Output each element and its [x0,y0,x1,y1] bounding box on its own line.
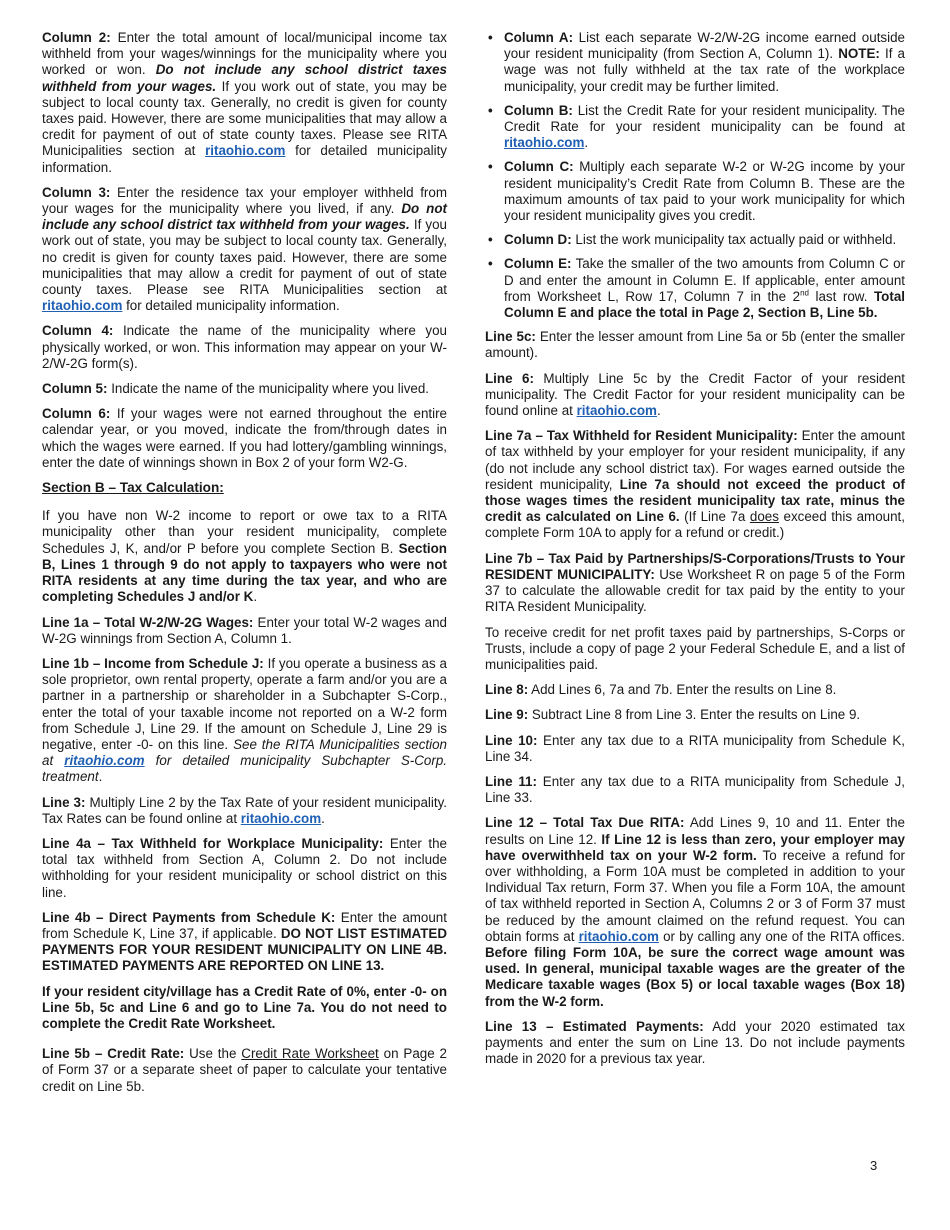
column-5-instructions: Column 5: Indicate the name of the municipality where you lived. [42,381,430,397]
list-item-column-c: • Column C: Multiply each separate W-2 or W-2G income by your resident municipality’s Credit Rate from Column B. These are the maximum amounts of tax paid to your work municipality for which your resident municipality gives you credit. [504,159,905,224]
ritaohio-link[interactable]: ritaohio.com [64,753,145,769]
ritaohio-link[interactable]: ritaohio.com [205,143,286,159]
line-13-instructions: Line 13 – Estimated Payments: Add your 2020 estimated tax payments and enter the sum on Line 13. Do not include payments made in 2020 for a previous tax year. [485,1018,905,1067]
column-2-instructions: Column 2: Enter the total amount of local/municipal income tax withheld from your wages/winnings for the municipality where you worked or won. Do not include any school district taxes withheld from your wages. If you work out of state, you may be subject to local county tax. Generally, no credit is given for county taxes paid. However, there are some municipalities that may allow a credit for payment of out of state county taxes. Please see RITA Municipalities section at ritaohio.com for detailed municipality information. [42,30,447,175]
line-12-instructions: Line 12 – Total Tax Due RITA: Add Lines 9, 10 and 11. Enter the results on Line 12. If Line 12 is less than zero, your employer may have overwithheld tax on your W-2 form. To receive a refund for over withholding, a Form 10A must be completed in addition to your Individual Tax return, Form 37. When you file a Form 10A, the amount of tax withheld reported in Section A, Columns 2 or 3 of Form 37 must be reduced by the amount claimed on the refund request. You can obtain forms at ritaohio.com or by calling any one of the RITA offices. Before filing Form 10A, be sure the correct wage amount was used. In general, municipal taxable wages are the greater of the Medicare taxable wages (Box 5) or local taxable wages (Box 18) from the W-2 form. [485,815,905,1009]
line-10-instructions: Line 10: Enter any tax due to a RITA municipality from Schedule K, Line 34. [485,732,905,764]
list-item-column-b: • Column B: List the Credit Rate for your resident municipality. The Credit Rate for your resident municipality can be found at ritaohio.com. [504,103,905,152]
column-6-instructions: Column 6: If your wages were not earned throughout the entire calendar year, or you moved, indicate the from/through dates in which the wages were earned. If you had lottery/gambling winnings, enter the date of winnings shown in Box 2 of your form W2-G. [42,406,448,470]
line-4a-instructions: Line 4a – Tax Withheld for Workplace Municipality: Enter the total tax withheld from Section A, Column 2. Do not include withholding for your resident municipality or school district on this line. [42,835,447,900]
list-item-column-d: • Column D: List the work municipality tax actually paid or withheld. [504,232,905,248]
list-item-column-a: • Column A: List each separate W-2/W-2G income earned outside your resident municipality (from Section A, Column 1). NOTE: If a wage was not fully withheld at the tax rate of the workplace municipality, your credit may be further limited. [504,30,905,95]
line-9-instructions: Line 9: Subtract Line 8 from Line 3. Enter the results on Line 9. [485,707,861,723]
line-5c-instructions: Line 5c: Enter the lesser amount from Line 5a or 5b (enter the smaller amount). [485,329,905,361]
column-3-instructions: Column 3: Enter the residence tax your employer withheld from your wages for the municipality where you lived, if any. Do not include any school district tax withheld from your wages. If you work out of state, you may be subject to local county tax. Generally, no credit is given for county taxes paid. However, there are some municipalities that may allow a credit for payment of out of state county taxes. Please see RITA Municipalities section at ritaohio.com for detailed municipality information. [42,184,447,314]
line-3-instructions: Line 3: Multiply Line 2 by the Tax Rate of your resident municipality. Tax Rates can be found online at ritaohio.com. [42,794,447,826]
line-1a-instructions: Line 1a – Total W-2/W-2G Wages: Enter your total W-2 wages and W-2G winnings from Section A, Column 1. [42,614,447,646]
left-column [42,30,447,1104]
line-8-instructions: Line 8: Add Lines 6, 7a and 7b. Enter the results on Line 8. [485,682,837,698]
line-1b-instructions: Line 1b – Income from Schedule J: If you operate a business as a sole proprietor, own rental property, operate a farm and/or you are a partner in a partnership or shareholder in a Subchapter S-Corp., enter the total of your taxable income not reported on a W-2 form from Schedule J, Line 29. If the amount on Schedule J, Line 29 is negative, enter -0- on this line. See the RITA Municipalities section at ritaohio.com for detailed municipality Subchapter S-Corp. treatment. [42,655,448,785]
credit-rate-zero-note: If your resident city/village has a Credit Rate of 0%, enter -0- on Line 5b, 5c and Line 6 and go to Line 7a. You do not need to complete the Credit Rate Worksheet. [42,983,447,1031]
ritaohio-link[interactable]: ritaohio.com [576,403,657,419]
line-4b-instructions: Line 4b – Direct Payments from Schedule K: Enter the amount from Schedule K, Line 37, if applicable. DO NOT LIST ESTIMATED PAYMENTS FOR YOUR RESIDENT MUNICIPALITY ON LINE 4B. ESTIMATED PAYMENTS ARE REPORTED ON LINE 13. [42,909,447,974]
line-11-instructions: Line 11: Enter any tax due to a RITA municipality from Schedule J, Line 33. [485,773,905,806]
line-7a-instructions: Line 7a – Tax Withheld for Resident Municipality: Enter the amount of tax withheld by your employer for your resident municipality, if any (do not include any school district tax). For wages earned outside the resident municipality, Line 7a should not exceed the product of those wages times the resident municipality tax rate, minus the credit as calculated on Line 6. (If Line 7a does exceed this amount, complete Form 10A to apply for a refund or credit.) [485,428,905,541]
list-item-column-e: • Column E: Take the smaller of the two amounts from Column C or D and enter the amount in Column E. If applicable, enter amount from Worksheet L, Row 17, Column 7 in the 2nd last row. Total Column E and place the total in Page 2, Section B, Line 5b. [504,256,905,321]
section-b-heading: Section B – Tax Calculation: [42,480,224,496]
section-b-intro: If you have non W-2 income to report or owe tax to a RITA municipality other than your resident municipality, complete Schedules J, K, and/or P before you complete Section B. Section B, Lines 1 through 9 do not apply to taxpayers who were not RITA residents at any time during the tax year, and who are completing Schedules J and/or K. [42,508,447,605]
net-profit-credit-note: To receive credit for net profit taxes paid by partnerships, S-Corps or Trusts, include a copy of page 2 your Federal Schedule E, and a list of municipalities paid. [485,624,905,672]
column-4-instructions: Column 4: Indicate the name of the municipality where you physically worked, or won. This information may appear on your W-2/W-2G form(s). [42,323,448,371]
ritaohio-link[interactable]: ritaohio.com [504,135,585,151]
worksheet-columns-list [485,30,905,321]
right-column [485,30,905,1076]
line-6-instructions: Line 6: Multiply Line 5c by the Credit Factor of your resident municipality. The Credit Factor for your resident municipality can be found online at ritaohio.com. [485,370,905,419]
ritaohio-link[interactable]: ritaohio.com [42,298,123,314]
ritaohio-link[interactable]: ritaohio.com [240,810,322,826]
page-number: 3 [870,1158,878,1173]
line-7b-instructions: Line 7b – Tax Paid by Partnerships/S-Corporations/Trusts to Your RESIDENT MUNICIPALITY: Use Worksheet R on page 5 of the Form 37 to calculate the allowable credit for tax paid by the entity to your RITA Resident Municipality. [485,550,905,615]
col2-label: Column 2: [42,30,111,45]
ritaohio-link[interactable]: ritaohio.com [578,928,659,944]
line-5b-instructions: Line 5b – Credit Rate: Use the Credit Rate Worksheet on Page 2 of Form 37 or a separate sheet of paper to calculate your tentative credit on Line 5b. [42,1046,447,1094]
